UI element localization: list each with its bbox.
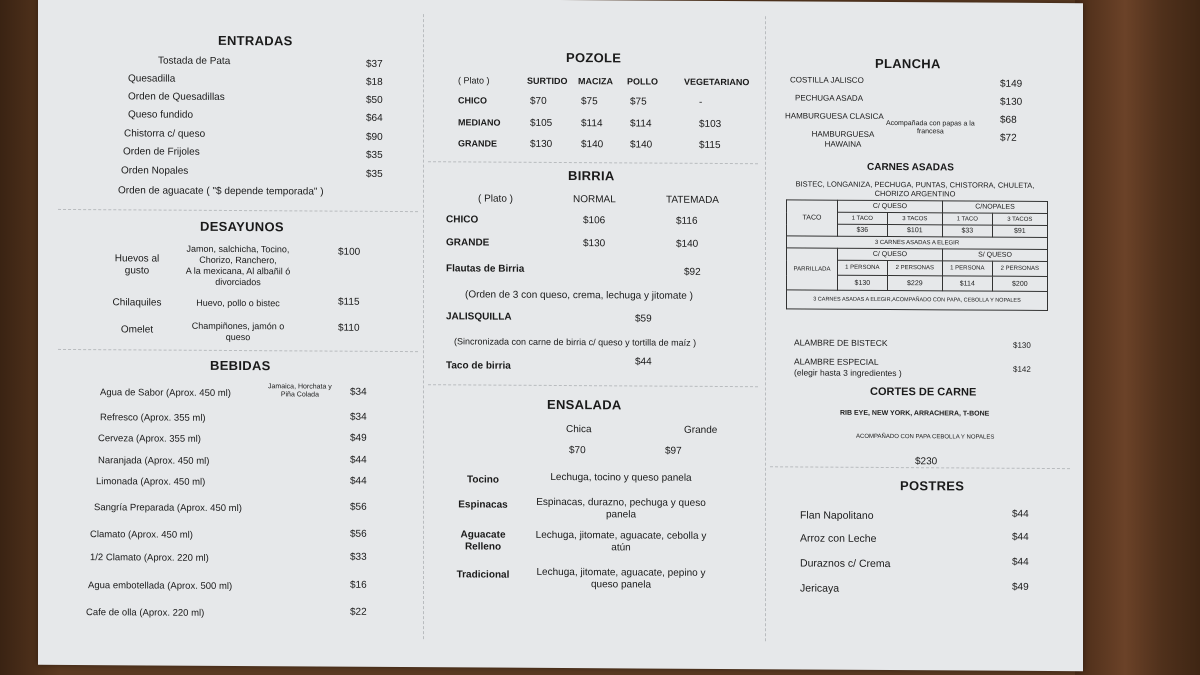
desayunos-title: DESAYUNOS <box>200 218 284 235</box>
alambre-item-price: $130 <box>1013 340 1031 350</box>
desayuno-item-desc: Huevo, pollo o bistec <box>196 297 280 309</box>
hamburguesa-note: Acompañada con papas a la francesa <box>886 119 975 136</box>
postre-item-price: $49 <box>1012 581 1029 593</box>
desayuno-item-price: $100 <box>338 246 361 258</box>
bebidas-title: BEBIDAS <box>210 357 271 374</box>
pozole-cell: $75 <box>630 96 647 108</box>
carnes-asadas-subtitle: BISTEC, LONGANIZA, PECHUGA, PUNTAS, CHISTORRA, CHULETA, CHORIZO ARGENTINO <box>795 179 1035 199</box>
desayuno-item-price: $110 <box>338 322 360 334</box>
taco-price-2: $101 <box>887 224 942 236</box>
flautas-name: Flautas de Birria <box>446 263 525 275</box>
pozole-title: POZOLE <box>566 50 622 66</box>
bebida-item-price: $22 <box>350 606 367 618</box>
taco-sub-3: 1 TACO <box>942 213 992 225</box>
bebida-item-name: Sangría Preparada (Aprox. 450 ml) <box>94 502 242 515</box>
bebida-item-name: 1/2 Clamato (Aprox. 220 ml) <box>90 552 209 564</box>
entradas-item-price: $35 <box>366 149 383 161</box>
entradas-item-price: $64 <box>366 112 383 124</box>
ensalada-item-name: Aguacate Relleno <box>460 529 506 553</box>
postre-item-price: $44 <box>1012 556 1029 568</box>
birria-title: BIRRIA <box>568 168 615 184</box>
section-divider <box>58 349 418 352</box>
bebida-item-price: $56 <box>350 501 367 513</box>
bebida-item-name: Cerveza (Aprox. 355 ml) <box>98 433 201 445</box>
bebida-item-price: $49 <box>350 432 367 444</box>
pozole-cell: $103 <box>699 118 722 130</box>
bebida-item-price: $16 <box>350 579 367 591</box>
entradas-item-name: Orden de Quesadillas <box>128 91 225 103</box>
taco-birria-name: Taco de birria <box>446 360 511 372</box>
pozole-cell: MEDIANO <box>458 117 501 128</box>
postres-title: POSTRES <box>900 478 965 494</box>
ensalada-item-name: Tradicional <box>456 569 510 581</box>
bebida-item-price: $44 <box>350 475 367 487</box>
pozole-cell: GRANDE <box>458 138 498 149</box>
entradas-item-name: Orden de Frijoles <box>123 146 200 158</box>
agua-sabor-note: Jamaica, Horchata y Piña Colada <box>268 383 332 399</box>
cortes-subtitle: RIB EYE, NEW YORK, ARRACHERA, T-BONE <box>840 409 990 418</box>
parr-price-4: $200 <box>992 276 1047 291</box>
entradas-item-price: $18 <box>366 76 383 88</box>
pozole-cell: CHICO <box>458 95 487 106</box>
plancha-item-price: $72 <box>1000 132 1017 144</box>
bebida-item-name: Refresco (Aprox. 355 ml) <box>100 412 206 424</box>
taco-sub-2: 3 TACOS <box>887 212 942 224</box>
taco-price-3: $33 <box>942 225 992 237</box>
entradas-item-name: Quesadilla <box>128 73 176 85</box>
pozole-header: MACIZA <box>578 76 613 87</box>
carnes-asadas-title: CARNES ASADAS <box>867 161 954 174</box>
flautas-desc: (Orden de 3 con queso, crema, lechuga y jitomate ) <box>465 289 693 302</box>
desayuno-item-name: Chilaquiles <box>112 297 162 309</box>
carnes-elegir: 3 CARNES ASADAS A ELEGIR <box>787 236 1048 250</box>
entradas-item-price: $90 <box>366 131 383 143</box>
desayuno-item-price: $115 <box>338 296 360 308</box>
cortes-title: CORTES DE CARNE <box>870 385 977 399</box>
parr-group-queso: C/ QUESO <box>838 248 943 261</box>
entradas-item-price: $35 <box>366 168 383 180</box>
postre-item-price: $44 <box>1012 531 1029 543</box>
flautas-price: $92 <box>684 266 701 278</box>
ensalada-item-name: Espinacas <box>458 499 508 511</box>
bebida-item-name: Limonada (Aprox. 450 ml) <box>96 476 206 488</box>
birria-header: NORMAL <box>573 194 616 206</box>
parr-price-2: $229 <box>887 275 942 290</box>
alambre-item-price: $142 <box>1013 364 1031 374</box>
ensalada-size-grande: Grande <box>684 424 718 436</box>
bebida-item-name: Naranjada (Aprox. 450 ml) <box>98 455 210 467</box>
parr-sub-3: 1 PERSONA <box>942 261 992 276</box>
plancha-title: PLANCHA <box>875 55 941 72</box>
parr-sub-2: 2 PERSONAS <box>887 260 942 275</box>
plancha-item-price: $149 <box>1000 78 1023 90</box>
cortes-note: ACOMPAÑADO CON PAPA CEBOLLA Y NOPALES <box>856 433 995 441</box>
bebida-item-price: $56 <box>350 528 367 540</box>
birria-header: TATEMADA <box>666 194 719 206</box>
parr-sub-4: 2 PERSONAS <box>992 261 1047 276</box>
taco-group-queso: C/ QUESO <box>838 200 943 213</box>
entradas-item-name: Orden Nopales <box>121 165 189 177</box>
pozole-header: POLLO <box>627 76 658 87</box>
desayuno-item-name: Huevos al gusto <box>114 253 160 277</box>
taco-birria-price: $44 <box>635 356 652 368</box>
plancha-item-name: COSTILLA JALISCO <box>790 75 864 85</box>
birria-cell: GRANDE <box>446 237 490 249</box>
bebida-item-price: $33 <box>350 551 367 563</box>
pozole-header: SURTIDO <box>527 75 568 87</box>
entradas-item-name: Chistorra c/ queso <box>124 128 206 140</box>
jalisquilla-price: $59 <box>635 313 652 325</box>
pozole-cell: $130 <box>530 138 553 150</box>
plancha-item-name: HAMBURGUESA HAWAINA <box>811 129 875 149</box>
plancha-item-price: $130 <box>1000 96 1023 108</box>
birria-cell: CHICO <box>446 214 479 226</box>
pozole-cell: $114 <box>581 118 603 130</box>
desayuno-item-desc: Champiñones, jamón o queso <box>191 320 285 343</box>
entradas-item-price: $50 <box>366 94 383 106</box>
birria-header: ( Plato ) <box>478 193 514 205</box>
carnes-footer: 3 CARNES ASADAS A ELEGIR,ACOMPAÑADO CON PAPA, CEBOLLA Y NOPALES <box>787 290 1048 311</box>
plancha-item-price: $68 <box>1000 114 1017 126</box>
cortes-price: $230 <box>915 456 938 468</box>
pozole-cell: $105 <box>530 117 553 129</box>
birria-cell: $130 <box>583 238 606 250</box>
plancha-item-name: HAMBURGUESA CLASICA <box>785 111 884 121</box>
desayuno-item-desc: Jamon, salchicha, Tocino, Chorizo, Ranchero, A la mexicana, Al albañil ó divorciados <box>185 243 291 288</box>
pozole-cell: $114 <box>630 118 652 130</box>
jalisquilla-name: JALISQUILLA <box>446 311 512 323</box>
ensalada-size-chica: Chica <box>566 424 592 436</box>
section-divider <box>428 161 758 164</box>
postre-item-name: Duraznos c/ Crema <box>800 557 891 571</box>
postre-item-price: $44 <box>1012 508 1029 520</box>
pozole-header: VEGETARIANO <box>684 76 750 88</box>
alambre-item-name: ALAMBRE DE BISTECK <box>794 337 888 348</box>
pozole-cell: $140 <box>630 139 653 151</box>
ensalada-item-desc: Espinacas, durazno, pechuga y queso panela <box>536 496 706 521</box>
taco-price-1: $36 <box>838 224 888 236</box>
ensalada-title: ENSALADA <box>547 396 622 413</box>
birria-cell: $140 <box>676 238 699 250</box>
bebida-item-price: $34 <box>350 411 367 423</box>
menu-sheet <box>38 0 1083 671</box>
pozole-cell: - <box>699 96 703 108</box>
ensalada-price-chica: $70 <box>569 445 586 457</box>
pozole-header: ( Plato ) <box>458 75 490 86</box>
birria-cell: $106 <box>583 215 606 227</box>
taco-group-nopales: C/NOPALES <box>942 201 1047 214</box>
bebida-item-name: Agua de Sabor (Aprox. 450 ml) <box>100 387 231 399</box>
pozole-cell: $115 <box>699 139 721 151</box>
bebida-item-name: Cafe de olla (Aprox. 220 ml) <box>86 607 205 619</box>
ensalada-item-desc: Lechuga, tocino y queso panela <box>550 471 692 484</box>
bebida-item-name: Agua embotellada (Aprox. 500 ml) <box>88 580 233 592</box>
ensalada-item-desc: Lechuga, jitomate, aguacate, pepino y queso panela <box>536 566 706 591</box>
column-divider <box>765 16 766 641</box>
taco-sub-4: 3 TACOS <box>992 213 1047 225</box>
jalisquilla-desc: (Sincronizada con carne de birria c/ queso y tortilla de maíz ) <box>454 336 697 348</box>
postre-item-name: Arroz con Leche <box>800 532 877 545</box>
pozole-cell: $140 <box>581 139 604 151</box>
alambre-item-name: ALAMBRE ESPECIAL (elegir hasta 3 ingredientes ) <box>794 356 902 379</box>
entradas-item-name: Queso fundido <box>128 109 194 121</box>
parr-price-1: $130 <box>838 275 888 290</box>
bebida-item-price: $44 <box>350 454 367 466</box>
ensalada-price-grande: $97 <box>665 445 682 457</box>
desayuno-item-name: Omelet <box>120 324 154 336</box>
pozole-cell: $70 <box>530 95 547 107</box>
ensalada-item-desc: Lechuga, jitomate, aguacate, cebolla y atún <box>535 529 707 554</box>
column-divider <box>423 14 424 639</box>
postre-item-name: Jericaya <box>800 582 840 595</box>
pozole-cell: $75 <box>581 96 598 108</box>
bebida-item-name: Clamato (Aprox. 450 ml) <box>90 529 193 541</box>
parr-group-sin-queso: S/ QUESO <box>942 249 1047 262</box>
entradas-item-name: Tostada de Pata <box>158 55 231 67</box>
aguacate-item: Orden de aguacate ( "$ depende temporada" ) <box>118 185 324 198</box>
parrillada-label: PARRILLADA <box>787 248 838 290</box>
taco-sub-1: 1 TACO <box>838 212 888 224</box>
birria-cell: $116 <box>676 215 698 227</box>
plancha-item-name: PECHUGA ASADA <box>795 93 864 103</box>
entradas-item-price: $37 <box>366 58 383 70</box>
carnes-asadas-table <box>786 199 1048 311</box>
parr-sub-1: 1 PERSONA <box>838 260 888 275</box>
bebida-item-price: $34 <box>350 386 367 398</box>
ensalada-item-name: Tocino <box>466 474 500 486</box>
taco-label: TACO <box>787 200 838 236</box>
section-divider <box>428 384 758 387</box>
parr-price-3: $114 <box>942 276 992 291</box>
taco-price-4: $91 <box>992 225 1047 237</box>
section-divider <box>58 209 418 212</box>
postre-item-name: Flan Napolitano <box>800 509 874 522</box>
entradas-title: ENTRADAS <box>218 32 293 49</box>
wood-table-right <box>1075 0 1200 675</box>
